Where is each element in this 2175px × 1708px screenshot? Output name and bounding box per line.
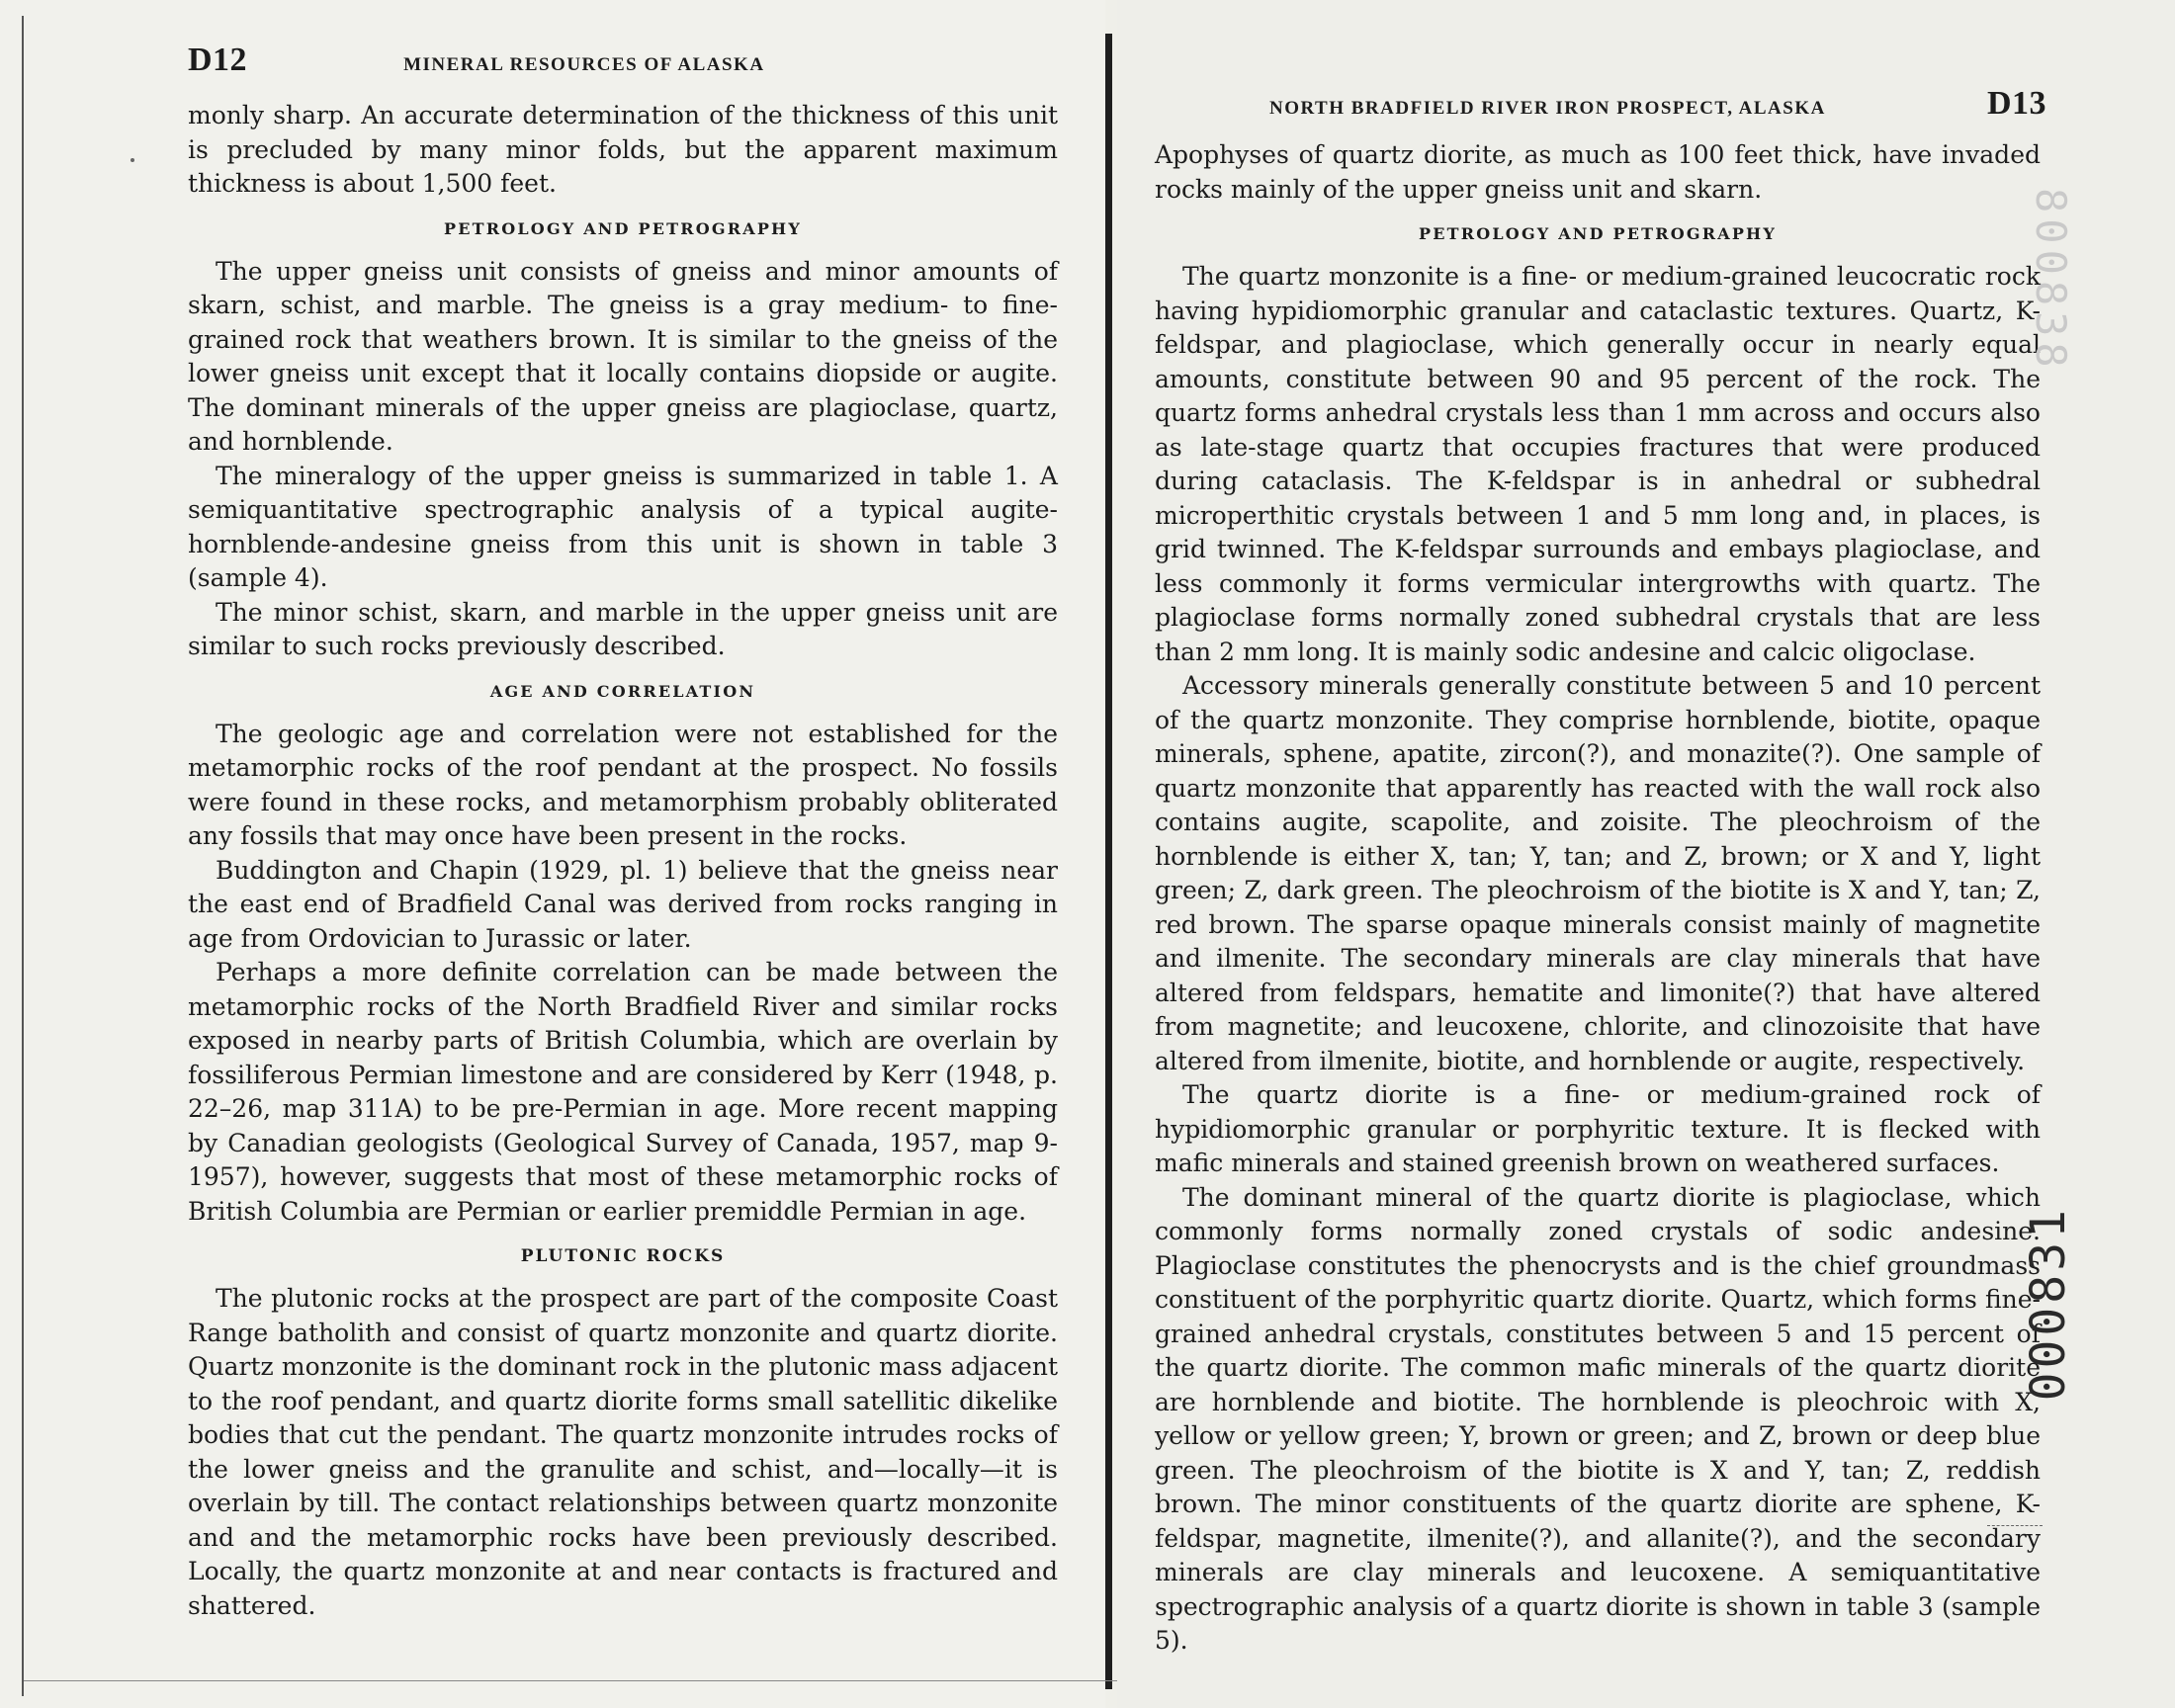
section-heading: PLUTONIC ROCKS — [520, 1246, 726, 1266]
left-running-title: MINERAL RESOURCES OF ALASKA — [403, 54, 765, 75]
faint-serial-stamp: 800838 — [2027, 188, 2075, 374]
right-text-column — [1155, 138, 2041, 1659]
page-edge-line — [22, 16, 24, 1696]
dash-mark — [1987, 1525, 2043, 1527]
gutter-divider — [1105, 34, 1112, 1689]
left-page-number: D12 — [188, 42, 248, 78]
paragraph: Buddington and Chapin (1929, pl. 1) believe that the gneiss near the east end of Bradfield Canal was derived from rocks ranging in age from Ordovician to Jurassic or later. — [188, 855, 1058, 953]
paragraph: monly sharp. An accurate determination of the thickness of this unit is precluded by many minor folds, but the apparent maximum thickness is about 1,500 feet. — [188, 101, 1058, 198]
paragraph: The geologic age and correlation were not established for the metamorphic rocks of the roof pendant at the prospect. No fossils were found in these rocks, and metamorphism probably obliterated any fossils that may once have been present in the rocks. — [188, 719, 1058, 850]
left-text-column — [188, 99, 1058, 1623]
paragraph: The upper gneiss unit consists of gneiss and minor amounts of skarn, schist, and marble. The gneiss is a gray medium- to fine-grained rock that weathers brown. It is similar to the gneiss of the lower gneiss unit except that it locally contains diopside or augite. The dominant minerals of the upper gneiss are plagioclase, quartz, and hornblende. — [188, 256, 1058, 456]
paragraph: The quartz diorite is a fine- or medium-grained rock of hypidiomorphic granular or porphyritic texture. It is flecked with mafic minerals and stained greenish brown on weathered surfaces. — [1155, 1080, 2041, 1177]
right-running-head — [1269, 85, 2046, 123]
right-page-number: D13 — [1986, 85, 2046, 122]
paragraph: The quartz monzonite is a fine- or medium-grained leucocratic rock having hypidiomorphic granular and cataclastic textures. Quartz, K-feldspar, and plagioclase, which generally occur in nearly equal amounts, constitute between 90 and 95 percent of the rock. The quartz forms anhedral crystals less than 1 mm across and occurs also as late-stage quartz that occupies fractures that were produced during cataclasis. The K-feldspar is in anhedral or subhedral microperthitic crystals between 1 and 5 mm long and, in places, is grid twinned. The K-feldspar surrounds and embays plagioclase, and less commonly it forms vermicular intergrowths with quartz. The plagioclase forms normally zoned subhedral crystals that are less than 2 mm long. It is mainly sodic andesine and calcic oligoclase. — [1155, 262, 2041, 666]
paragraph: The dominant mineral of the quartz diorite is plagioclase, which commonly forms normally zoned crystals of sodic andesine. Plagioclase constitutes the phenocrysts and is the chief groundmass constituent of the porphyritic quartz diorite. Quartz, which forms fine-grained anhedral crystals, constitutes between 5 and 15 percent of the quartz diorite. The common mafic minerals of the quartz diorite are hornblende and biotite. The hornblende is pleochroic with X, yellow or yellow green; Y, brown or green; and Z, brown or deep blue green. The pleochroism of the biotite is X and Y, tan; Z, reddish brown. The minor constituents of the quartz diorite are sphene, K-feldspar, magnetite, ilmenite(?), and allanite(?), and the secondary minerals are clay minerals and leucoxene. A semiquantitative spectrographic analysis of a quartz diorite is shown in table 3 (sample 5). — [1155, 1182, 2041, 1655]
paragraph: The mineralogy of the upper gneiss is summarized in table 1. A semiquantitative spectrographic analysis of a typical augite-hornblende-andesine gneiss from this unit is shown in table 3 (sample 4). — [188, 461, 1058, 592]
section-heading: PETROLOGY AND PETROGRAPHY — [443, 218, 802, 238]
paragraph: Apophyses of quartz diorite, as much as 100 feet thick, have invaded rocks mainly of the upper gneiss unit and skarn. — [1155, 140, 2041, 204]
left-running-head — [188, 42, 765, 79]
paragraph: Accessory minerals generally constitute between 5 and 10 percent of the quartz monzonite. They comprise hornblende, biotite, opaque minerals, sphene, apatite, zircon(?), and monazite(?). One sample of quartz monzonite that apparently has reacted with the wall rock also contains augite, scapolite, and zoisite. The pleochroism of the hornblende is either X, tan; Y, tan; and Z, brown; or X and Y, light green; Z, dark green. The pleochroism of the biotite is X and Y, tan; Z, red brown. The sparse opaque minerals consist mainly of magnetite and ilmenite. The secondary minerals are clay minerals that have altered from feldspars, hematite and limonite(?) that have altered from magnetite; and leucoxene, chlorite, and clinozoisite that have altered from ilmenite, biotite, and hornblende or augite, respectively. — [1155, 671, 2041, 1075]
scan-mark-dot — [130, 158, 134, 162]
paragraph: Perhaps a more definite correlation can be made between the metamorphic rocks of the North Bradfield River and similar rocks exposed in nearby parts of British Columbia, which are overlain by fossiliferous Permian limestone and are considered by Kerr (1948, p. 22–26, map 311A) to be pre-Permian in age. More recent mapping by Canadian geologists (Geological Survey of Canada, 1957, map 9-1957), however, suggests that most of these metamorphic rocks of British Columbia are Permian or earlier premiddle Permian in age. — [188, 958, 1058, 1226]
paragraph: The plutonic rocks at the prospect are part of the composite Coast Range batholith and consist of quartz monzonite and quartz diorite. Quartz monzonite is the dominant rock in the plutonic mass adjacent to the roof pendant, and quartz diorite forms small satellitic dikelike bodies that cut the pendant. The quartz monzonite intrudes rocks of the lower gneiss and the granulite and schist, and—locally—it is overlain by till. The contact relationships between quartz monzonite and and the metamorphic rocks have been previously described. Locally, the quartz monzonite at and near contacts is fractured and shattered. — [188, 1284, 1058, 1620]
right-running-title: NORTH BRADFIELD RIVER IRON PROSPECT, ALASKA — [1269, 98, 1826, 119]
paragraph: The minor schist, skarn, and marble in the upper gneiss unit are similar to such rocks previously described. — [188, 597, 1058, 660]
section-heading: AGE AND CORRELATION — [489, 681, 756, 701]
section-heading: PETROLOGY AND PETROGRAPHY — [1418, 224, 1777, 243]
serial-stamp: 000831 — [2021, 1206, 2076, 1402]
